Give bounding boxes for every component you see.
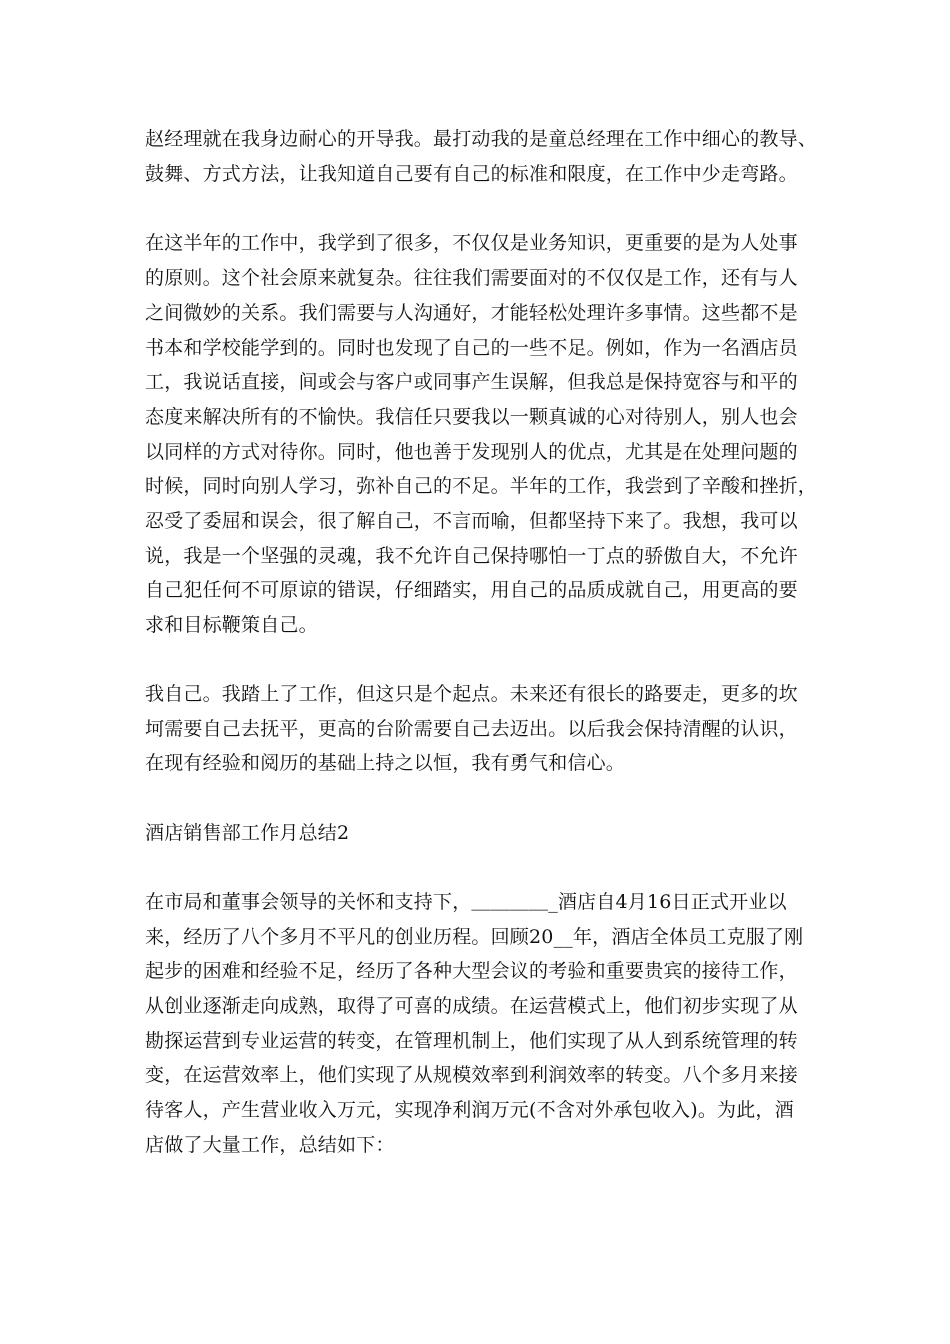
text-line: 求和目标鞭策自己。	[145, 614, 318, 636]
text-line: 在这半年的工作中，我学到了很多，不仅仅是业务知识，更重要的是为人处事	[145, 232, 798, 254]
text-line: 勘探运营到专业运营的转变，在管理机制上，他们实现了从人到系统管理的转	[145, 1030, 798, 1052]
text-line: 说，我是一个坚强的灵魂，我不允许自己保持哪怕一丁点的骄傲自大，不允许	[145, 545, 798, 567]
text-line: 之间微妙的关系。我们需要与人沟通好，才能轻松处理许多事情。这些都不是	[145, 302, 798, 324]
text-line: 待客人，产生营业收入万元，实现净利润万元(不含对外承包收入)。为此，酒	[145, 1099, 794, 1121]
text-line: 自己犯任何不可原谅的错误，仔细踏实，用自己的品质成就自己，用更高的要	[145, 579, 798, 601]
text-line: 从创业逐渐走向成熟，取得了可喜的成绩。在运营模式上，他们初步实现了从	[145, 995, 798, 1017]
text-line: 工，我说话直接，间或会与客户或同事产生误解，但我总是保持宽容与和平的	[145, 371, 798, 393]
text-line: 赵经理就在我身边耐心的开导我。最打动我的是童总经理在工作中细心的教导、	[145, 128, 818, 150]
text-line: 我自己。我踏上了工作，但这只是个起点。未来还有很长的路要走，更多的坎	[145, 683, 798, 705]
text-line: 时候，同时向别人学习，弥补自己的不足。半年的工作，我尝到了辛酸和挫折，	[145, 475, 818, 497]
text-line: 店做了大量工作，总结如下：	[145, 1134, 395, 1156]
text-line: 鼓舞、方式方法，让我知道自己要有自己的标准和限度，在工作中少走弯路。	[145, 163, 798, 185]
text-line: 忍受了委屈和误会，很了解自己，不言而喻，但都坚持下来了。我想，我可以	[145, 510, 798, 532]
text-line: 来，经历了八个多月不平凡的创业历程。回顾20__年，酒店全体员工克服了刚	[145, 926, 804, 948]
text-line: 起步的困难和经验不足，经历了各种大型会议的考验和重要贵宾的接待工作，	[145, 960, 798, 982]
text-line: 坷需要自己去抚平，更高的台阶需要自己去迈出。以后我会保持清醒的认识，	[145, 718, 798, 740]
text-line: 态度来解决所有的不愉快。我信任只要我以一颗真诚的心对待别人，别人也会	[145, 406, 798, 428]
text-line: 的原则。这个社会原来就复杂。往往我们需要面对的不仅仅是工作，还有与人	[145, 267, 798, 289]
section-title: 酒店销售部工作月总结2	[145, 822, 350, 844]
text-line: 书本和学校能学到的。同时也发现了自己的一些不足。例如，作为一名酒店员	[145, 337, 798, 359]
text-line: 以同样的方式对待你。同时，他也善于发现别人的优点，尤其是在处理问题的	[145, 441, 798, 463]
text-line: 在市局和董事会领导的关怀和支持下，＿＿＿＿_酒店自4月16日正式开业以	[145, 891, 787, 913]
text-line: 变，在运营效率上，他们实现了从规模效率到利润效率的转变。八个多月来接	[145, 1064, 798, 1086]
text-line: 在现有经验和阅历的基础上持之以恒，我有勇气和信心。	[145, 752, 626, 774]
